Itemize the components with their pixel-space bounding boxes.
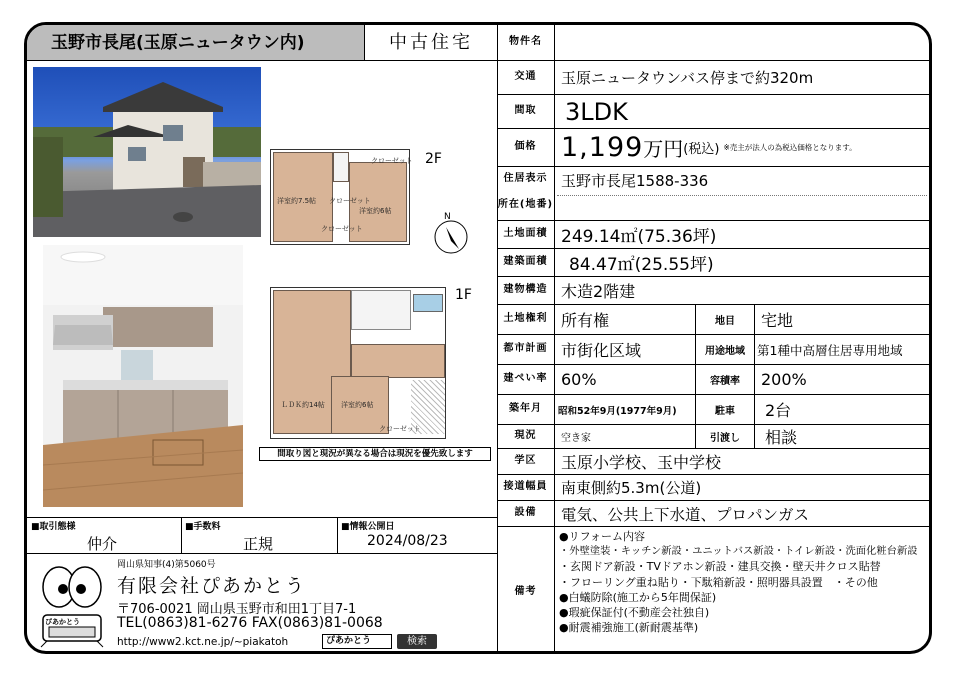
room-label: 洋室約6帖 [341,401,374,409]
fee-value: 正規 [243,535,274,553]
room-label: 洋室約6帖 [359,207,392,215]
value-youto: 第1種中高層住居専用地域 [755,335,932,365]
label-road: 接道幅員 [497,475,555,501]
label-status: 現況 [497,425,555,449]
remark-item: ●耐震補強施工(新耐震基準) [559,621,699,635]
mascot-text: ぴあかとう [45,618,80,626]
company-name: 有限会社ぴあかとう [117,575,307,597]
floor-1f-label: 1F [455,287,472,303]
value-built: 昭和52年9月(1977年9月) [555,395,695,425]
closet-label: クローゼット [371,157,413,165]
label-school: 学区 [497,449,555,475]
label-building-area: 建築面積 [497,249,555,277]
price-number: 1,199 [561,132,644,163]
fee-label: ■手数料 [185,522,221,532]
property-flyer [24,22,932,654]
closet-label: クローゼット [321,225,363,233]
remark-item: ・玄関ドア新設・TVドアホン新設・建具交換・壁天井クロス貼替 [559,560,881,574]
label-land-right: 土地権利 [497,305,555,335]
property-type: 中古住宅 [365,25,497,61]
kitchen-photo [43,245,243,507]
value-handover: 相談 [755,425,932,449]
label-remarks: 備考 [497,527,555,654]
value-coverage: 60% [555,365,695,395]
floorplan-notice: 間取り図と現況が異なる場合は現況を優先致します [259,447,491,461]
ldk-label: ＬＤＫ約14帖 [281,401,325,409]
search-button[interactable]: 検索 [397,634,437,649]
value-facilities: 電気、公共上下水道、プロパンガス [555,501,932,527]
label-parking: 駐車 [695,395,755,425]
label-land-area: 土地面積 [497,221,555,249]
label-layout: 間取 [497,95,555,129]
label-city-plan: 都市計画 [497,335,555,365]
remark-item: ●白蟻防除(施工から5年間保証) [559,590,717,604]
date-value: 2024/08/23 [367,533,448,549]
price-unit: 万円 [643,137,684,161]
deal-label: ■取引態様 [31,522,76,532]
remarks-list [559,529,932,635]
value-status: 空き家 [555,425,695,449]
value-layout: 3LDK [555,95,932,129]
label-name: 物件名 [497,25,555,61]
value-school: 玉原小学校、玉中学校 [555,449,932,475]
remark-item: ●瑕疵保証付(不動産会社独自) [559,606,710,620]
company-address: 〒706-0021 岡山県玉野市和田1丁目7-1 [117,602,357,617]
price-tax: (税込) [683,142,720,157]
remark-item: ・フローリング重ね貼り・下駄箱新設・照明器具設置 ・その他 [559,575,878,589]
label-price: 価格 [497,129,555,167]
remark-item: ・外壁塗装・キッチン新設・ユニットバス新設・トイレ新設・洗面化粧台新設 [559,545,918,558]
label-traffic: 交通 [497,61,555,95]
label-youto: 用途地域 [695,335,755,365]
label-facilities: 設備 [497,501,555,527]
floorplan-1f [270,287,446,439]
value-parking: 2台 [755,395,932,425]
room-label: 洋室約7.5帖 [277,197,317,205]
value-address: 玉野市長尾1588-336 [555,167,932,221]
label-address-a: 住居表示 [497,167,555,191]
value-name [555,25,932,61]
company-url[interactable]: http://www2.kct.ne.jp/~piakatoh [117,636,289,648]
label-chimoku: 地目 [695,305,755,335]
value-land-area: 249.14㎡(75.36坪) [555,221,932,249]
value-building-area: 84.47㎡(25.55坪) [555,249,932,277]
deal-value: 仲介 [87,535,118,553]
label-far: 容積率 [695,365,755,395]
value-price [555,129,932,167]
company-tel: TEL(0863)81-6276 FAX(0863)81-0068 [117,615,383,631]
mascot-logo [37,559,107,649]
company-license: 岡山県知事(4)第5060号 [117,560,216,570]
exterior-photo [33,67,261,237]
value-far: 200% [755,365,932,395]
value-city-plan: 市街化区域 [555,335,695,365]
property-title: 玉野市長尾(玉原ニュータウン内) [27,25,365,61]
label-built: 築年月 [497,395,555,425]
value-chimoku: 宅地 [755,305,932,335]
search-box[interactable]: ぴあかとう [322,634,392,649]
value-traffic: 玉原ニュータウンバス停まで約320m [555,61,932,95]
value-road: 南東側約5.3m(公道) [555,475,932,501]
value-structure: 木造2階建 [555,277,932,305]
floorplan-2f [270,149,413,245]
label-structure: 建物構造 [497,277,555,305]
compass-n: N [444,212,451,222]
label-coverage: 建ぺい率 [497,365,555,395]
closet-label: クローゼット [379,425,421,433]
label-address-b: 所在(地番) [497,191,555,221]
remark-item: ●リフォーム内容 [559,530,646,543]
floor-2f-label: 2F [425,151,442,167]
closet-label: クローゼット [329,197,371,205]
label-handover: 引渡し [695,425,755,449]
compass-icon [431,212,471,255]
date-label: ■情報公開日 [341,522,395,532]
price-note: ※売主が法人の為税込価格となります。 [723,143,857,152]
value-land-right: 所有権 [555,305,695,335]
